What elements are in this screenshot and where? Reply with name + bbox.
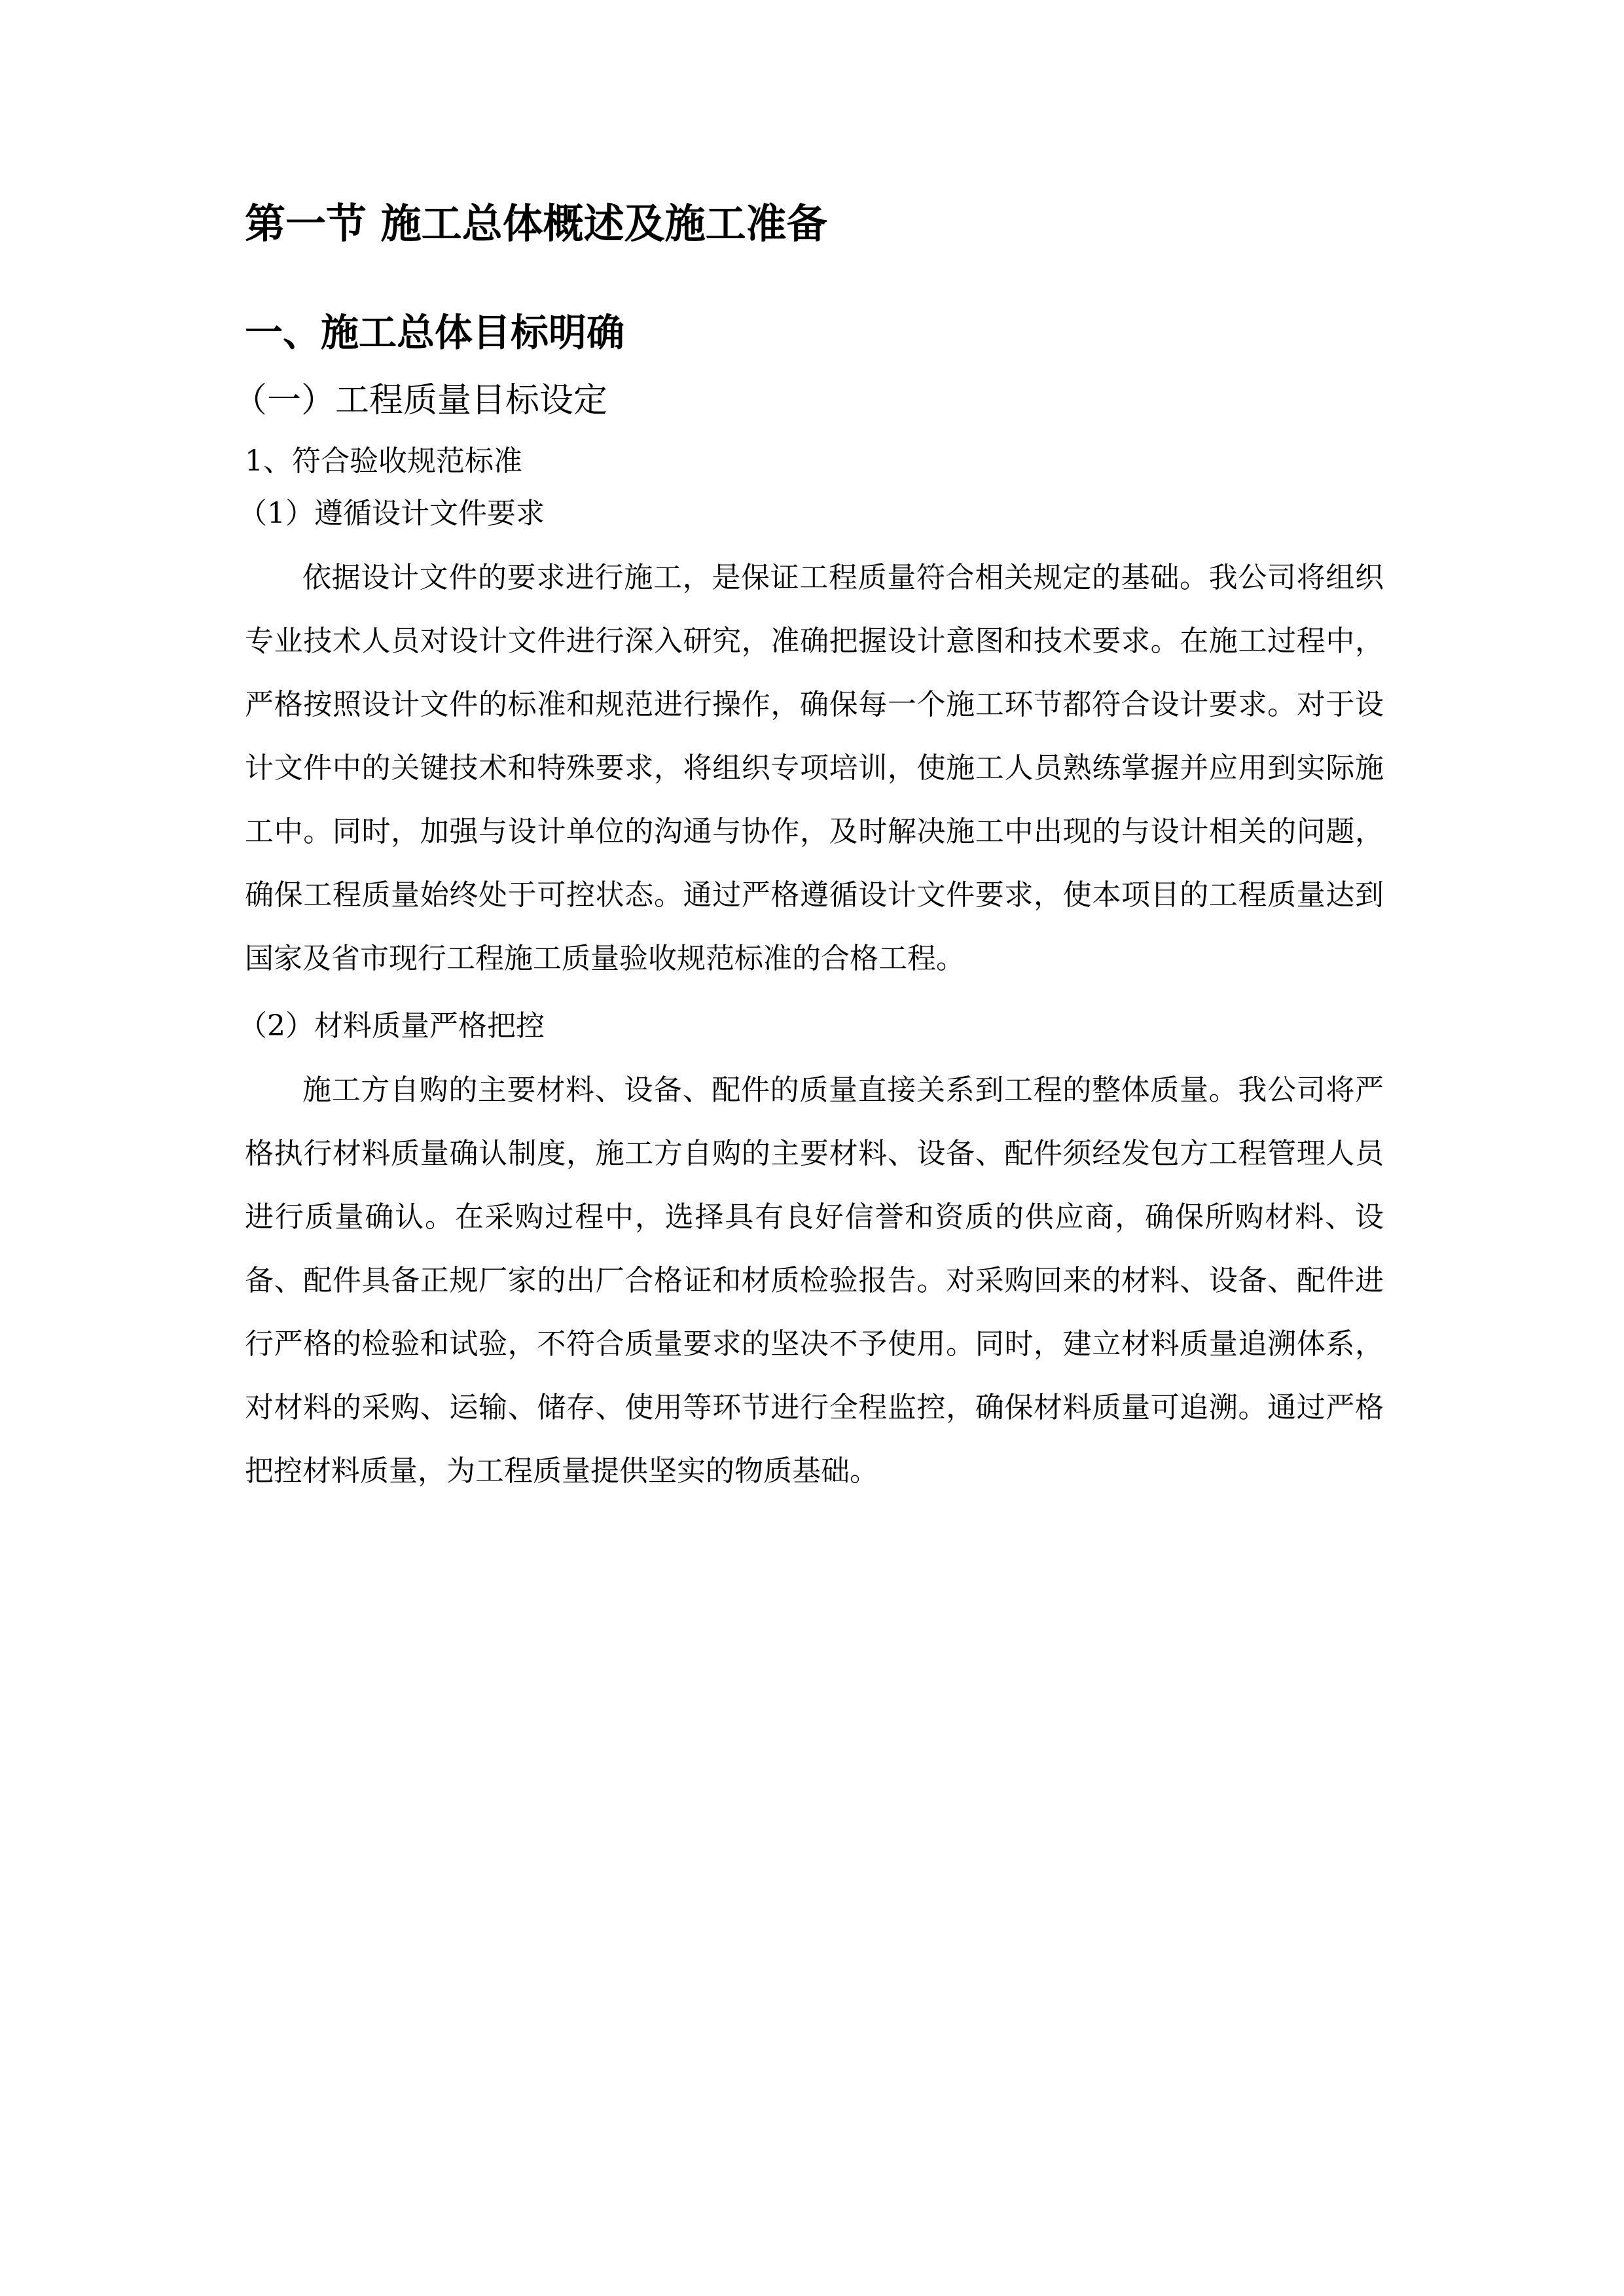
paragraph-material-quality: 施工方自购的主要材料、设备、配件的质量直接关系到工程的整体质量。我公司将严格执行材料质量确认制度，施工方自购的主要材料、设备、配件须经发包方工程管理人员进行质量确认。在采购过程中，选择具有良好信誉和资质的供应商，确保所购材料、设备、配件具备正规厂家的出厂合格证和材质检验报告。对采购回来的材料、设备、配件进行严格的检验和试验，不符合质量要求的坚决不予使用。同时，建立材料质量追溯体系，对材料的采购、运输、储存、使用等环节进行全程监控，确保材料质量可追溯。通过严格把控材料质量，为工程质量提供坚实的物质基础。	[245, 1073, 1384, 1488]
point-title-design-docs: （1）遵循设计文件要求	[238, 497, 545, 530]
document-body	[233, 196, 1384, 1518]
section-title: 第一节 施工总体概述及施工准备	[245, 200, 827, 247]
chapter-title: 一、施工总体目标明确	[245, 310, 625, 355]
subsection-title: （一）工程质量目标设定	[233, 381, 608, 420]
paragraph-design-docs: 依据设计文件的要求进行施工，是保证工程质量符合相关规定的基础。我公司将组织专业技术人员对设计文件进行深入研究，准确把握设计意图和技术要求。在施工过程中，严格按照设计文件的标准和规范进行操作，确保每一个施工环节都符合设计要求。对于设计文件中的关键技术和特殊要求，将组织专项培训，使施工人员熟练掌握并应用到实际施工中。同时，加强与设计单位的沟通与协作，及时解决施工中出现的与设计相关的问题，确保工程质量始终处于可控状态。通过严格遵循设计文件要求，使本项目的工程质量达到国家及省市现行工程施工质量验收规范标准的合格工程。	[245, 561, 1384, 975]
point-title-material-quality: （2）材料质量严格把控	[238, 1009, 545, 1043]
item-title: 1、符合验收规范标准	[245, 444, 522, 478]
